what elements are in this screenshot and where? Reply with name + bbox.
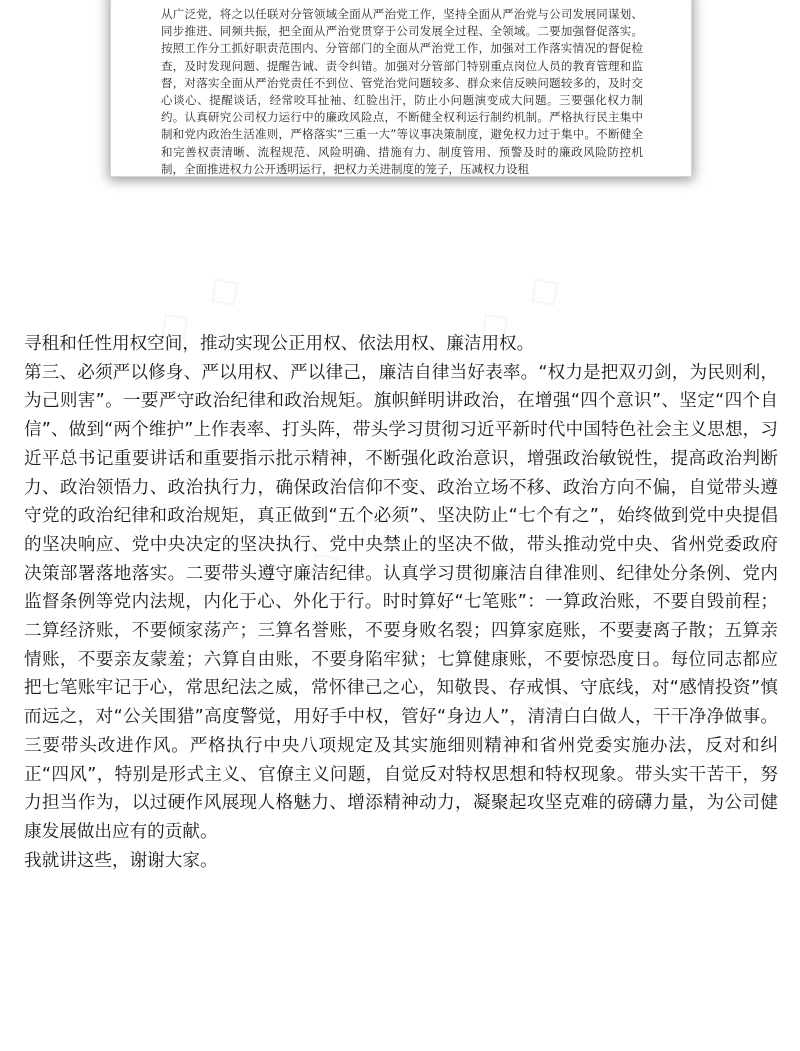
paragraph: 寻租和任性用权空间，推动实现公正用权、依法用权、廉洁用权。 [24, 334, 535, 354]
paragraph: 第三、必须严以修身、严以用权、严以律己，廉洁自律当好表率。“权力是把双刃剑，为民则利，为己则害”。一要严守政治纪律和政治规矩。旗帜鲜明讲政治，在增强“四个意识”、坚定“四个自信”、做到“两个维护”上作表率、打头阵，带头学习贯彻习近平新时代中国特色社会主义思想，习近平总书记重要讲话和重要指示批示精神，不断强化政治意识，增强政治敏锐性，提高政治判断力、政治领悟力、政治执行力，确保政治信仰不变、政治立场不移、政治方向不偏，自觉带头遵守党的政治纪律和政治规矩，真正做到“五个必须”、坚决防止“七个有之”，始终做到党中央提倡的坚决响应、党中央决定的坚决执行、党中央禁止的坚决不做，带头推动党中央、省州党委政府决策部署落地落实。二要带头遵守廉洁纪律。认真学习贯彻廉洁自律准则、纪律处分条例、党内监督条例等党内法规，内化于心、外化于行。时时算好“七笔账”：一算政治账，不要自毁前程；二算经济账，不要倾家荡产；三算名誉账，不要身败名裂；四算家庭账，不要妻离子散；五算亲情账，不要亲友蒙羞；六算自由账，不要身陷牢狱；七算健康账，不要惊恐度日。每位同志都应把七笔账牢记于心，常思纪法之威，常怀律己之心，知敬畏、存戒惧、守底线，对“感情投资”慎而远之，对“公关围猎”高度警觉，用好手中权，管好“身边人”，清清白白做人，干干净净做事。三要带头改进作风。严格执行中央八项规定及其实施细则精神和省州党委实施办法，反对和纠正“四风”，特别是形式主义、官僚主义问题，自觉反对特权思想和特权现象。带头实干苦干，努力担当作为，以过硬作风展现人格魅力、增添精神动力，凝聚起攻坚克难的磅礴力量，为公司健康发展做出应有的贡献。 [24, 362, 778, 842]
document-preview-card [110, 0, 692, 177]
paragraph: 我就讲这些，谢谢大家。 [24, 850, 218, 871]
main-text [24, 330, 778, 875]
preview-text: 从广泛党，将之以任联对分管领域全面从严治党工作，坚持全面从严治党与公司发展同谋划、同步推进、同频共振，把全面从严治党贯穿于公司发展全过程、全领域。二要加强督促落实。按照工作分工抓好职责范围内、分管部门的全面从严治党工作，加强对工作落实情况的督促检查，及时发现问题、提醒告诫、责令纠错。加强对分管部门特别重点岗位人员的教育管理和监督，对落实全面从严治党责任不到位、管党治党问题较多、群众来信反映问题较多的，及时交心谈心、提醒谈话，经常咬耳扯袖、红脸出汗，防止小问题演变成大问题。三要强化权力制约。认真研究公司权力运行中的廉政风险点，不断健全权利运行制约机制。严格执行民主集中制和党内政治生活准则，严格落实“三重一大”等议事决策制度，避免权力过于集中。不断健全和完善权责清晰、流程规范、风险明确、措施有力、制度管用、预警及时的廉政风险防控机制，全面推进权力公开透明运行，把权力关进制度的笼子，压减权力设租 [161, 7, 643, 176]
